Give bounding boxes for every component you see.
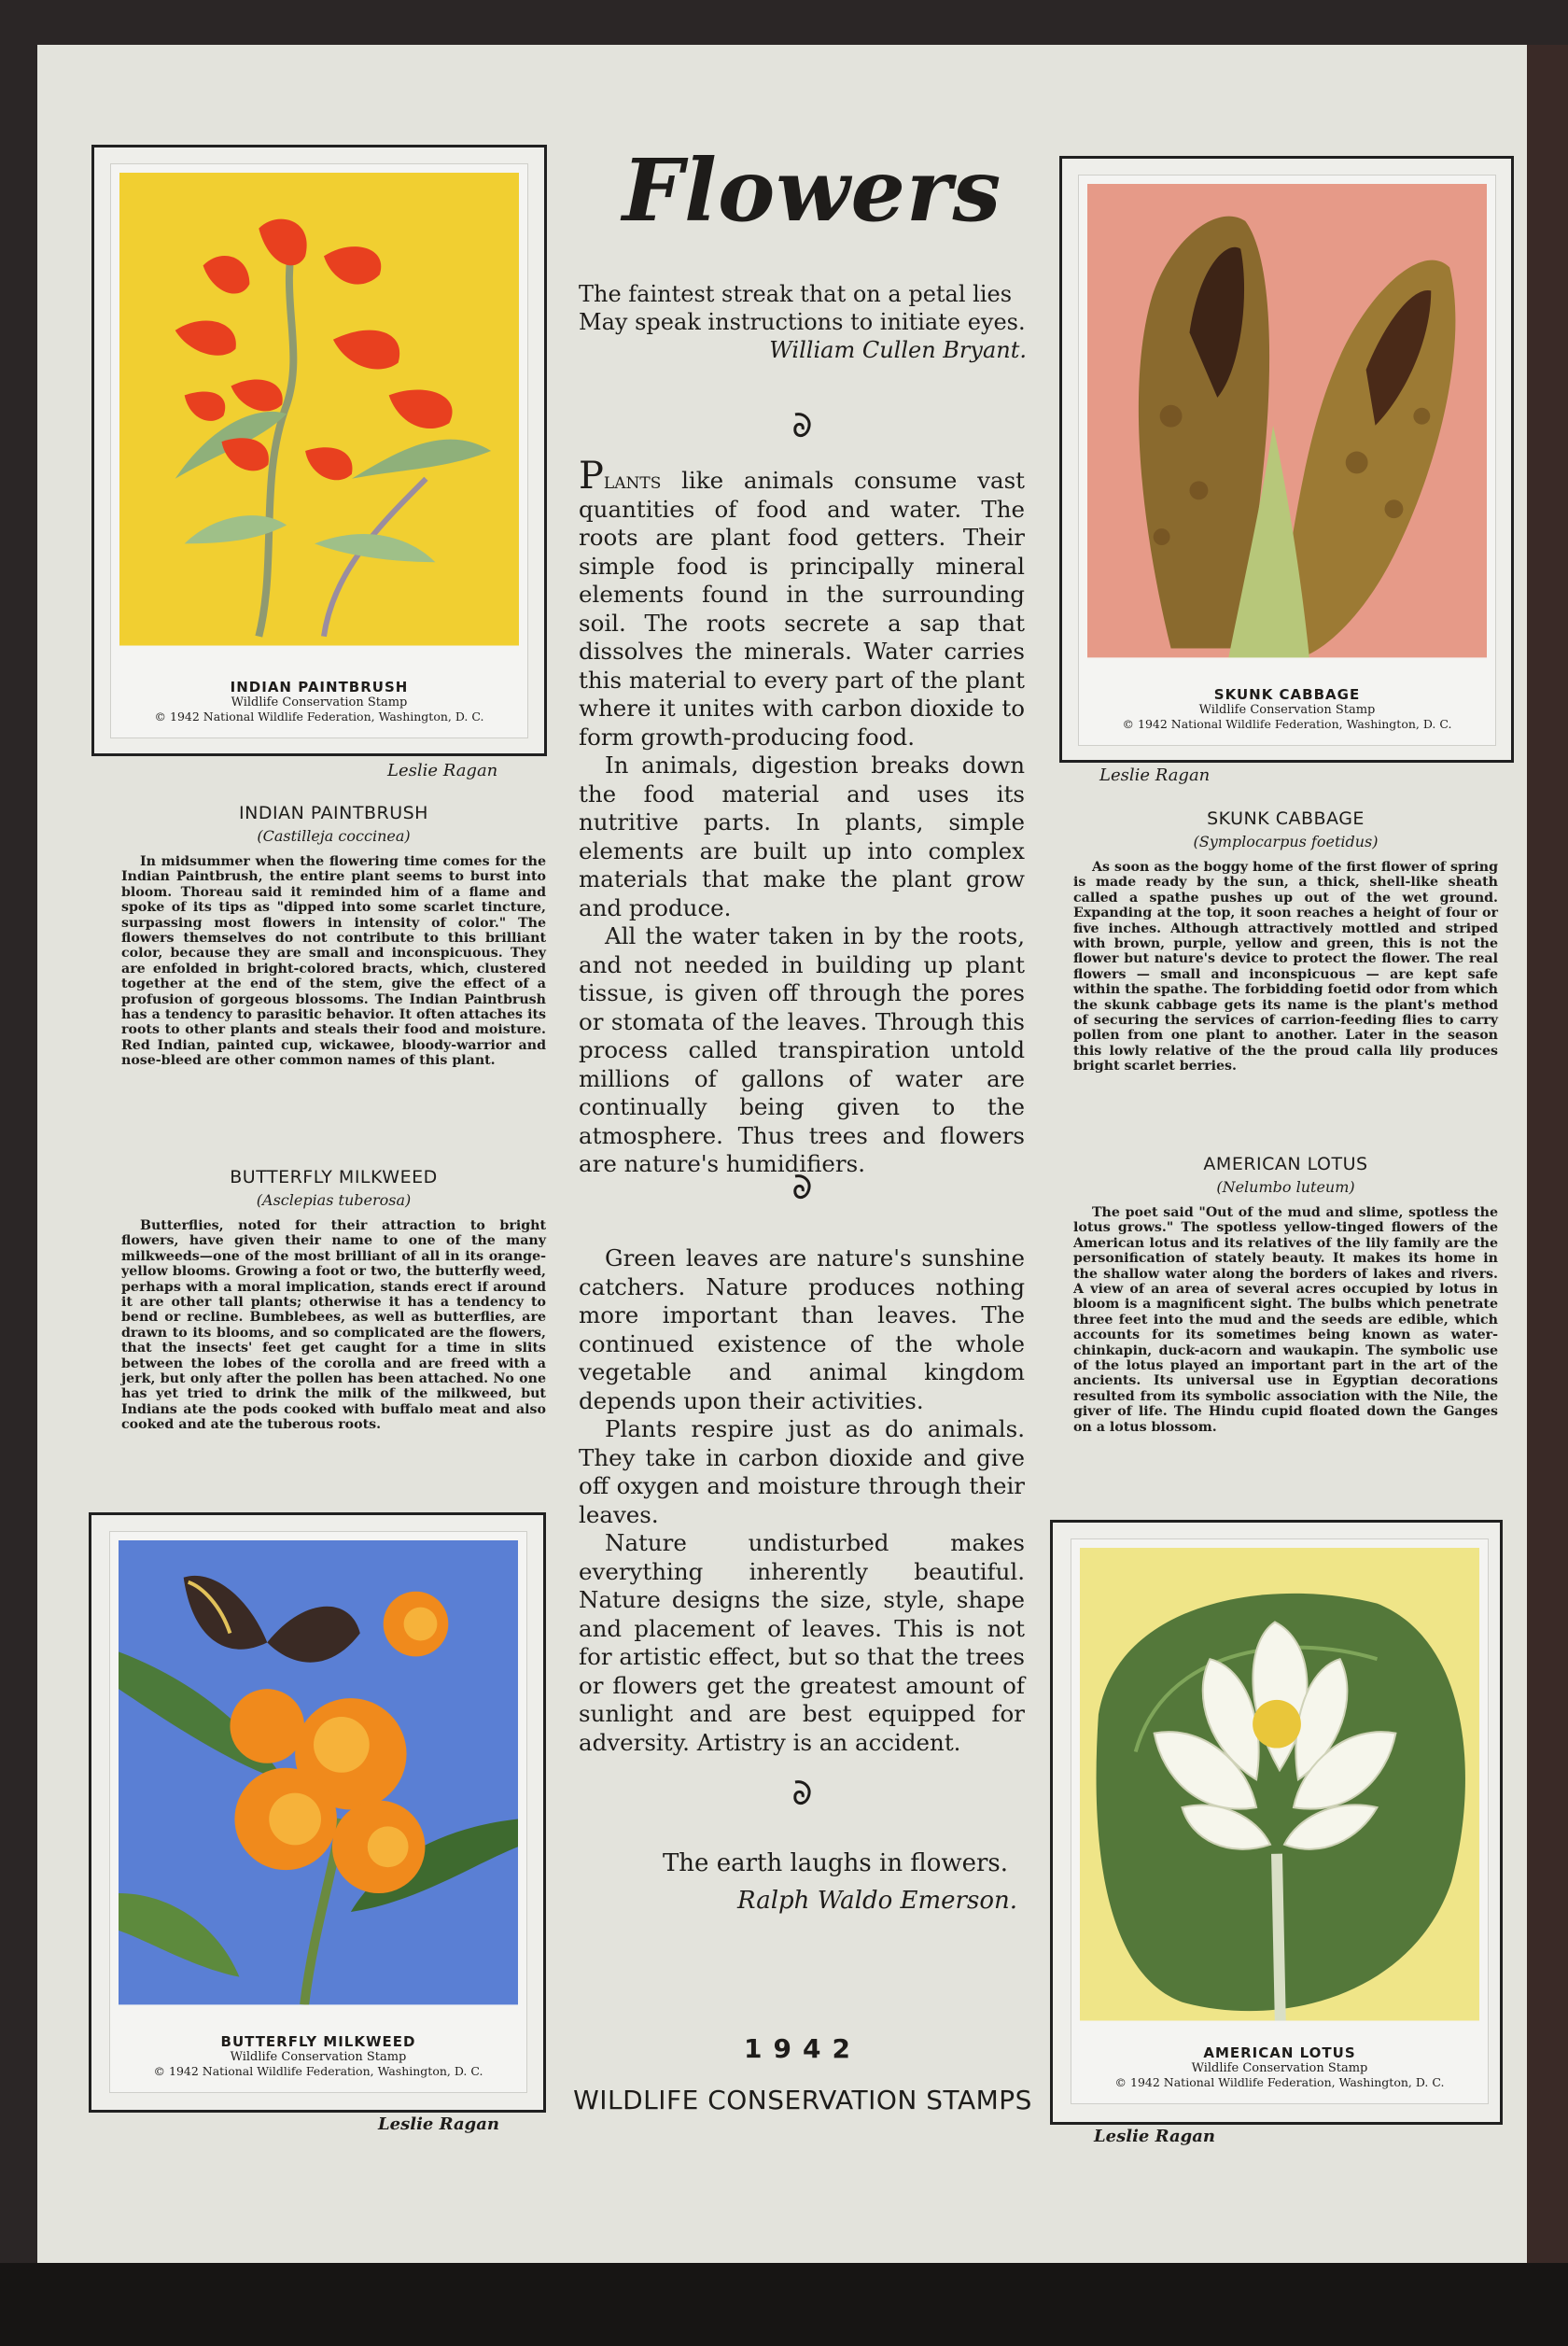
description-lotus: [1073, 1154, 1498, 1435]
quote-line: May speak instructions to initiate eyes.: [579, 309, 1026, 335]
stamp-caption: [1087, 687, 1487, 731]
description-body: Butterflies, noted for their attraction to bright flowers, have given their name to one of the many milkweeds—one of the most brilliant of all in its orange-yellow blooms. Growing a foot or two, the butterfly weed, perhaps with a moral implication, stands erect if around it are other tall plants; otherwise it has a tendency to bend or recline. Bumblebees, as well as butterflies, are drawn to its blooms, and so complicated are the flowers, that the insects' feet get caught for a time in slits between the lobes of the corolla and are freed with a jerk, but only after the pollen has been attached. No one has yet tried to drink the milk of the milkweed, but Indians ate the pods cooked with buffalo meat and also cooked and ate the tuberous roots.: [121, 1218, 546, 1433]
leaf-ornament-icon: [784, 1777, 821, 1814]
description-title: INDIAN PAINTBRUSH: [239, 803, 428, 823]
stamp-subtitle: Wildlife Conservation Stamp: [230, 2049, 407, 2064]
stamp-caption: [119, 2034, 518, 2078]
description-skunk-cabbage: [1073, 808, 1498, 1075]
stamp-copyright: © 1942 National Wildlife Federation, Washington, D. C.: [153, 2063, 483, 2078]
body-paragraph: [579, 455, 1025, 752]
stamp-copyright: © 1942 National Wildlife Federation, Washington, D. C.: [1122, 716, 1452, 731]
closing-quote: [597, 1845, 1017, 1919]
page-title: Flowers: [622, 140, 1002, 241]
skunk-cabbage-illustration: [1087, 184, 1487, 737]
stamp-copyright: © 1942 National Wildlife Federation, Washington, D. C.: [154, 709, 484, 723]
dropcap: P: [579, 455, 604, 498]
stamp-subtitle: Wildlife Conservation Stamp: [1191, 2060, 1368, 2075]
description-latin: (Symplocarpus foetidus): [1193, 833, 1379, 850]
stamp-name: INDIAN PAINTBRUSH: [230, 679, 409, 696]
opening-quote: [579, 280, 1027, 364]
paintbrush-illustration: [119, 173, 519, 729]
artist-credit: Leslie Ragan: [1094, 2127, 1216, 2146]
description-latin: (Nelumbo luteum): [1216, 1178, 1355, 1196]
body-text-part-1: [579, 455, 1025, 1179]
quote-author: William Cullen Bryant.: [769, 337, 1027, 363]
stamp-subtitle: Wildlife Conservation Stamp: [231, 695, 408, 709]
description-title: AMERICAN LOTUS: [1203, 1154, 1368, 1174]
stamp-frame-skunk-cabbage: [1059, 156, 1514, 763]
stamp-frame-milkweed: [89, 1512, 546, 2113]
stamp-skunk-cabbage: [1079, 176, 1495, 745]
stamp-frame-lotus: [1050, 1520, 1503, 2125]
stamp-name: SKUNK CABBAGE: [1213, 686, 1361, 704]
year: 1942: [744, 2033, 861, 2064]
stamp-paintbrush: [111, 164, 527, 738]
stamp-name: AMERICAN LOTUS: [1203, 2044, 1356, 2062]
artist-credit: Leslie Ragan: [378, 2114, 500, 2134]
description-title: SKUNK CABBAGE: [1207, 808, 1365, 829]
stamp-caption: [119, 680, 519, 723]
description-title: BUTTERFLY MILKWEED: [230, 1167, 438, 1187]
stamp-lotus: [1071, 1539, 1488, 2103]
body-paragraph: Plants respire just as do animals. They take in carbon dioxide and give off oxygen and moisture through their leaves.: [579, 1415, 1025, 1528]
body-paragraph: All the water taken in by the roots, and not needed in building up plant tissue, is given off through the pores or stomata of the leaves. Through this process called transpiration untold millions of gallons of water are continually being given to the atmosphere. Thus trees and flowers are nature's humidifiers.: [579, 922, 1025, 1177]
stamp-milkweed: [110, 1532, 526, 2092]
album-binding: [1527, 45, 1568, 2263]
artist-credit: Leslie Ragan: [1099, 766, 1211, 785]
background-edge: [0, 2263, 1568, 2346]
quote-line: The earth laughs in flowers.: [662, 1849, 1009, 1877]
description-milkweed: [121, 1167, 546, 1433]
stamp-frame-paintbrush: [91, 145, 547, 756]
smallcaps-word: lants: [603, 467, 662, 494]
description-body: In midsummer when the flowering time comes for the Indian Paintbrush, the entire plant seems to burst into bloom. Thoreau said it reminded him of a flame and spoke of its tips as "dipped into some scarlet tincture, surpassing most flowers in intensity of color." The flowers themselves do not contribute to this brilliant color, because they are small and inconspicuous. They are enfolded in bright-colored bracts, which, clustered together at the end of the stem, give the effect of a profusion of gorgeous blossoms. The Indian Paintbrush has a tendency to parasitic behavior. It often attaches its roots to other plants and steals their food and moisture. Red Indian, painted cup, wickawee, bloody-warrior and nose-bleed are other common names of this plant.: [121, 854, 546, 1069]
description-paintbrush: [121, 803, 546, 1069]
stamp-caption: [1080, 2045, 1479, 2089]
stamp-name: BUTTERFLY MILKWEED: [220, 2033, 416, 2051]
description-latin: (Asclepias tuberosa): [256, 1191, 412, 1209]
quote-author: Ralph Waldo Emerson.: [737, 1887, 1017, 1915]
quote-line: The faintest streak that on a petal lies: [579, 281, 1013, 307]
body-text-part-2: [579, 1244, 1025, 1757]
milkweed-illustration: [119, 1540, 518, 2084]
description-latin: (Castilleja coccinea): [257, 827, 411, 845]
paragraph-text: like animals consume vast quantities of food and water. The roots are plant food getters. Their simple food is principally mineral elements found in the surrounding soil. The roots secrete a sap that dissolves the minerals. Water carries this material to every part of the plant where it unites with carbon dioxide to form growth-producing food.: [579, 467, 1025, 751]
lotus-illustration: [1080, 1548, 1479, 2095]
leaf-ornament-icon: [784, 409, 821, 446]
artist-credit: Leslie Ragan: [387, 761, 498, 780]
stamp-subtitle: Wildlife Conservation Stamp: [1198, 702, 1376, 717]
series-title: WILDLIFE CONSERVATION STAMPS: [573, 2085, 1032, 2115]
body-paragraph: Nature undisturbed makes everything inherently beautiful. Nature designs the size, style, shape and placement of leaves. This is not for artistic effect, but so that the trees or flowers get the greatest amount of sunlight and are best equipped for adversity. Artistry is an accident.: [579, 1529, 1025, 1756]
description-body: As soon as the boggy home of the first flower of spring is made ready by the sun, a thick, shell-like sheath called a spathe pushes up out of the wet ground. Expanding at the top, it soon reaches a height of four or five inches. Although attractively mottled and striped with brown, purple, yellow and green, this is not the flower but nature's device to protect the flower. The real flowers — small and inconspicuous — are kept safe within the spathe. The forbidding foetid odor from which the skunk cabbage gets its name is the plant's method of securing the services of carrion-feeding flies to carry pollen from one plant to another. Later in the season this lowly relative of the the proud calla lily produces bright scarlet berries.: [1073, 860, 1498, 1075]
body-paragraph: In animals, digestion breaks down the food material and uses its nutritive parts. In plants, simple elements are built up into complex materials that make the plant grow and produce.: [579, 752, 1025, 921]
leaf-ornament-icon: [784, 1171, 821, 1208]
stamp-copyright: © 1942 National Wildlife Federation, Washington, D. C.: [1114, 2074, 1445, 2089]
description-body: The poet said "Out of the mud and slime, spotless the lotus grows." The spotless yellow-tinged flowers of the American lotus and its relatives of the lily family are the personification of stately beauty. It makes its home in the shallow water along the borders of lakes and rivers. A view of an area of several acres occupied by lotus in bloom is a magnificent sight. The bulbs which penetrate three feet into the mud and the seeds are edible, which accounts for its sometimes being known as water-chinkapin, duck-acorn and waukapin. The symbolic use of the lotus played an important part in the art of the ancients. Its universal use in Egyptian decorations resulted from its symbolic association with the Nile, the giver of life. The Hindu cupid floated down the Ganges on a lotus blossom.: [1073, 1205, 1498, 1435]
body-paragraph: Green leaves are nature's sunshine catchers. Nature produces nothing more important than leaves. The continued existence of the whole vegetable and animal kingdom depends upon their activities.: [579, 1244, 1025, 1414]
